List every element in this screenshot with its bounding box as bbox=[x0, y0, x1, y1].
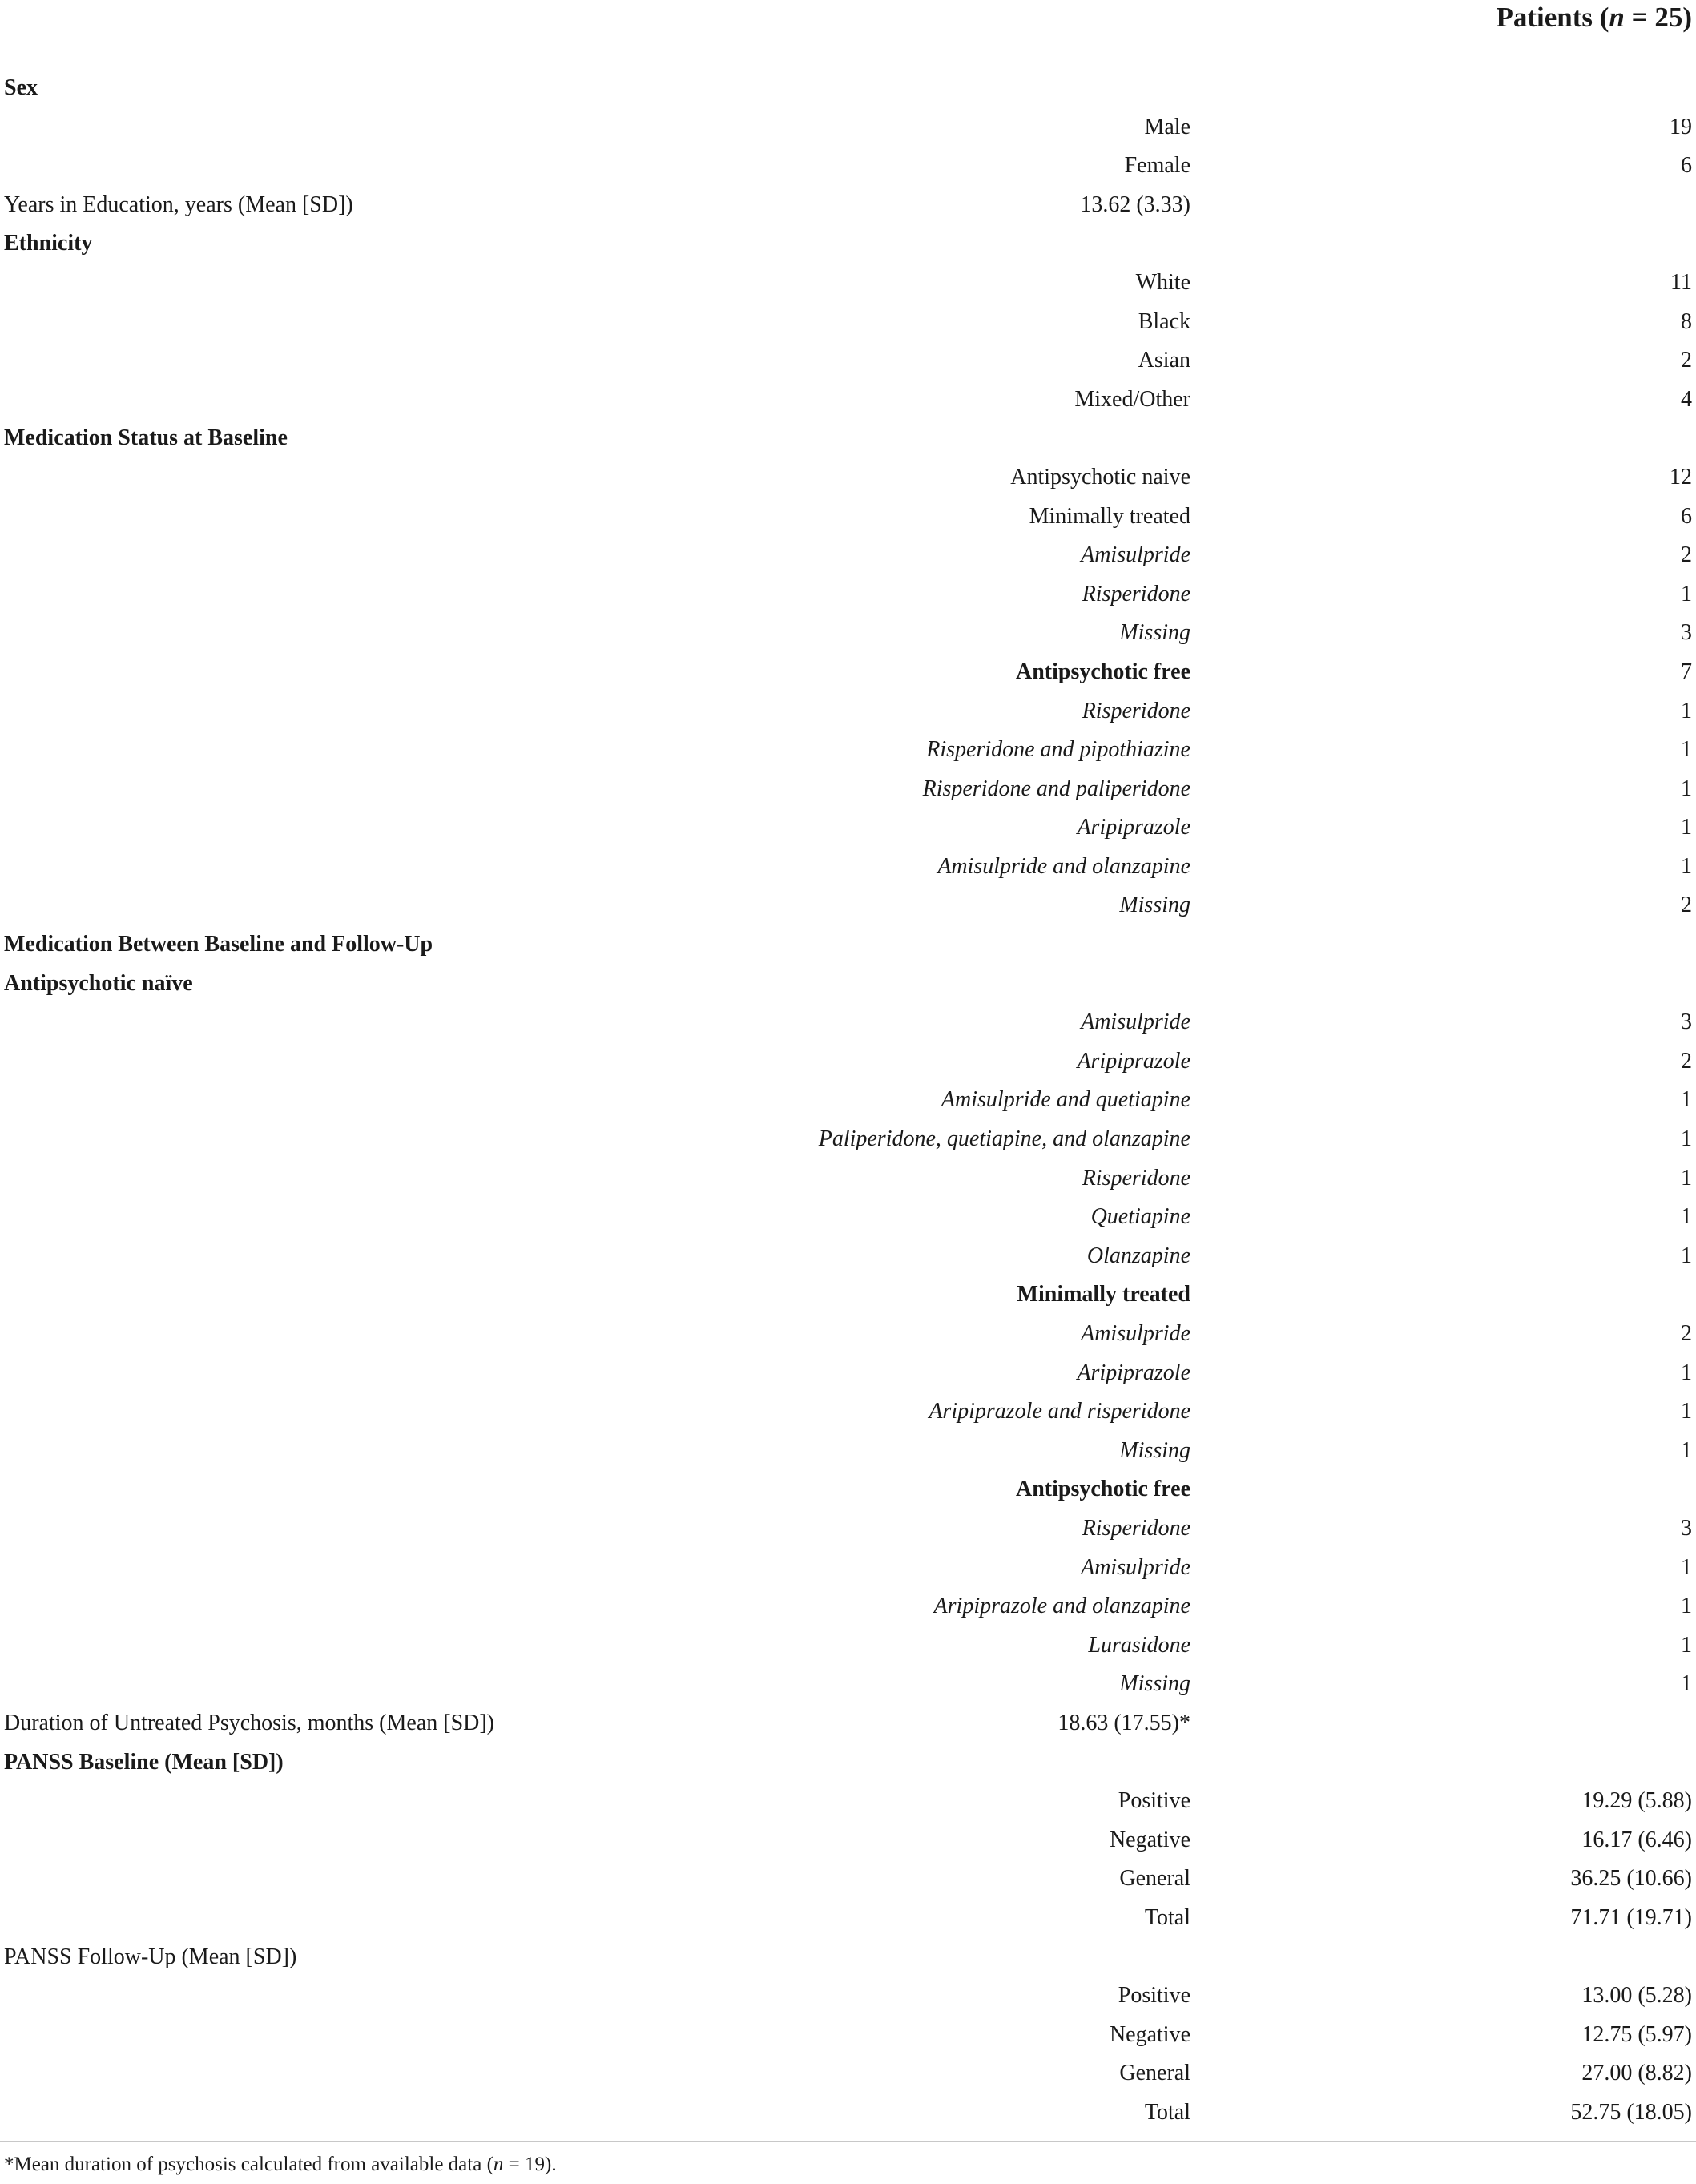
header-n-symbol: n bbox=[1609, 2, 1625, 33]
row-value: 1 bbox=[1681, 815, 1692, 840]
row-value: 8 bbox=[1681, 308, 1692, 334]
row-label: PANSS Follow-Up (Mean [SD]) bbox=[4, 1944, 297, 1969]
row-value: 1 bbox=[1681, 1671, 1692, 1697]
table-row bbox=[0, 1509, 1696, 1549]
row-sublabel: Aripiprazole bbox=[1077, 1048, 1190, 1074]
row-sublabel: Asian bbox=[1138, 348, 1190, 373]
header-title-suffix: = 25) bbox=[1624, 2, 1692, 33]
header-title-prefix: Patients ( bbox=[1496, 2, 1609, 33]
row-value: 12 bbox=[1670, 464, 1692, 490]
row-sublabel: Risperidone bbox=[1082, 581, 1190, 606]
table-row bbox=[0, 108, 1696, 147]
row-label: Duration of Untreated Psychosis, months (Mean [SD]) bbox=[4, 1710, 495, 1735]
table-row bbox=[0, 808, 1696, 848]
row-sublabel: General bbox=[1119, 1866, 1190, 1892]
row-value: 2 bbox=[1681, 1321, 1692, 1346]
row-sublabel: Antipsychotic free bbox=[1016, 659, 1190, 684]
table-row bbox=[0, 614, 1696, 653]
table-row bbox=[0, 2093, 1696, 2133]
row-value: 1 bbox=[1681, 1165, 1692, 1191]
row-value: 52.75 (18.05) bbox=[1570, 2099, 1692, 2125]
table-row bbox=[0, 186, 1696, 225]
row-sublabel: 18.63 (17.55)* bbox=[1057, 1710, 1190, 1735]
row-value: 3 bbox=[1681, 1009, 1692, 1035]
row-value: 2 bbox=[1681, 893, 1692, 918]
row-sublabel: Olanzapine bbox=[1086, 1243, 1190, 1268]
table-row bbox=[0, 1470, 1696, 1509]
table-row bbox=[0, 1120, 1696, 1159]
row-sublabel: Risperidone and pipothiazine bbox=[926, 737, 1190, 763]
row-label: Medication Between Baseline and Follow-Up bbox=[4, 932, 433, 957]
row-sublabel: Antipsychotic free bbox=[1016, 1477, 1190, 1502]
table-row bbox=[0, 419, 1696, 458]
row-sublabel: Antipsychotic naive bbox=[1010, 464, 1190, 490]
table-row bbox=[0, 1782, 1696, 1821]
row-value: 1 bbox=[1681, 776, 1692, 801]
row-value: 1 bbox=[1681, 1437, 1692, 1463]
table-row bbox=[0, 1549, 1696, 1588]
row-sublabel: Total bbox=[1144, 1904, 1190, 1930]
row-value: 1 bbox=[1681, 1594, 1692, 1619]
table-row bbox=[0, 1392, 1696, 1432]
row-value: 1 bbox=[1681, 698, 1692, 723]
table-row bbox=[0, 147, 1696, 186]
footnote-n-symbol: n bbox=[493, 2154, 504, 2175]
row-value: 19.29 (5.88) bbox=[1581, 1788, 1692, 1814]
row-sublabel: Missing bbox=[1119, 620, 1190, 646]
row-value: 36.25 (10.66) bbox=[1570, 1866, 1692, 1892]
row-sublabel: Amisulpride and quetiapine bbox=[941, 1087, 1190, 1113]
table-row bbox=[0, 692, 1696, 731]
row-value: 1 bbox=[1681, 1204, 1692, 1230]
table-row bbox=[0, 2016, 1696, 2055]
row-value: 19 bbox=[1670, 114, 1692, 139]
row-value: 4 bbox=[1681, 386, 1692, 412]
row-sublabel: 13.62 (3.33) bbox=[1080, 191, 1190, 217]
row-value: 6 bbox=[1681, 503, 1692, 529]
row-sublabel: Minimally treated bbox=[1029, 503, 1190, 529]
table-row bbox=[0, 1159, 1696, 1199]
table-row bbox=[0, 848, 1696, 887]
row-label: Sex bbox=[4, 75, 38, 100]
table-row bbox=[0, 1587, 1696, 1626]
table-row bbox=[0, 303, 1696, 342]
row-sublabel: Male bbox=[1144, 114, 1190, 139]
table-bottom-rule bbox=[0, 2141, 1696, 2142]
table-row bbox=[0, 2054, 1696, 2093]
row-label: Antipsychotic naïve bbox=[4, 970, 193, 996]
row-value: 12.75 (5.97) bbox=[1581, 2021, 1692, 2047]
table-row bbox=[0, 1432, 1696, 1471]
table-row bbox=[0, 69, 1696, 108]
row-value: 1 bbox=[1681, 1554, 1692, 1580]
table-row bbox=[0, 341, 1696, 381]
row-sublabel: Missing bbox=[1119, 893, 1190, 918]
table-row bbox=[0, 1081, 1696, 1120]
table-row bbox=[0, 653, 1696, 692]
row-value: 1 bbox=[1681, 1243, 1692, 1268]
table-row bbox=[0, 886, 1696, 925]
row-value: 1 bbox=[1681, 1087, 1692, 1113]
row-label: PANSS Baseline (Mean [SD]) bbox=[4, 1749, 284, 1775]
table-row bbox=[0, 381, 1696, 420]
table-row bbox=[0, 498, 1696, 537]
table-row bbox=[0, 458, 1696, 498]
row-label: Years in Education, years (Mean [SD]) bbox=[4, 191, 353, 217]
row-value: 1 bbox=[1681, 1399, 1692, 1424]
row-sublabel: Total bbox=[1144, 2099, 1190, 2125]
row-value: 1 bbox=[1681, 853, 1692, 879]
table-row bbox=[0, 1354, 1696, 1393]
row-value: 1 bbox=[1681, 737, 1692, 763]
row-value: 1 bbox=[1681, 581, 1692, 606]
table-row bbox=[0, 1237, 1696, 1276]
table-row bbox=[0, 770, 1696, 809]
row-sublabel: Risperidone bbox=[1082, 698, 1190, 723]
row-sublabel: Negative bbox=[1109, 1827, 1190, 1852]
row-sublabel: Aripiprazole bbox=[1077, 1360, 1190, 1385]
row-sublabel: Mixed/Other bbox=[1074, 386, 1190, 412]
table-row bbox=[0, 1275, 1696, 1315]
row-value: 1 bbox=[1681, 1360, 1692, 1385]
row-sublabel: Quetiapine bbox=[1090, 1204, 1190, 1230]
table-row bbox=[0, 1704, 1696, 1743]
row-value: 11 bbox=[1670, 269, 1692, 295]
table-row bbox=[0, 575, 1696, 615]
row-label: Medication Status at Baseline bbox=[4, 425, 288, 451]
row-value: 7 bbox=[1681, 659, 1692, 684]
table-row bbox=[0, 1821, 1696, 1860]
column-header-patients bbox=[1496, 2, 1692, 34]
table-row bbox=[0, 1976, 1696, 2016]
table-footnote bbox=[4, 2154, 557, 2176]
row-sublabel: Female bbox=[1124, 153, 1190, 179]
row-sublabel: Black bbox=[1138, 308, 1190, 334]
table-row bbox=[0, 1042, 1696, 1082]
row-value: 71.71 (19.71) bbox=[1570, 1904, 1692, 1930]
row-sublabel: Negative bbox=[1109, 2021, 1190, 2047]
row-value: 3 bbox=[1681, 1515, 1692, 1541]
table-body bbox=[0, 69, 1696, 2132]
row-value: 13.00 (5.28) bbox=[1581, 1983, 1692, 2009]
table-row bbox=[0, 224, 1696, 264]
row-value: 27.00 (8.82) bbox=[1581, 2061, 1692, 2086]
table-row bbox=[0, 1899, 1696, 1938]
table-row bbox=[0, 1743, 1696, 1783]
row-sublabel: Amisulpride bbox=[1081, 542, 1190, 568]
footnote-suffix: = 19). bbox=[503, 2154, 557, 2175]
table-row bbox=[0, 1938, 1696, 1977]
table-row bbox=[0, 1198, 1696, 1237]
row-sublabel: Minimally treated bbox=[1017, 1282, 1190, 1308]
row-sublabel: Missing bbox=[1119, 1671, 1190, 1697]
table-row bbox=[0, 731, 1696, 770]
table-row bbox=[0, 1860, 1696, 1899]
row-sublabel: Lurasidone bbox=[1088, 1632, 1190, 1658]
row-sublabel: Positive bbox=[1118, 1983, 1190, 2009]
row-value: 1 bbox=[1681, 1632, 1692, 1658]
row-value: 2 bbox=[1681, 1048, 1692, 1074]
row-sublabel: Amisulpride bbox=[1081, 1009, 1190, 1035]
table-row bbox=[0, 536, 1696, 575]
table-row bbox=[0, 1003, 1696, 1042]
row-value: 2 bbox=[1681, 348, 1692, 373]
row-sublabel: Risperidone and paliperidone bbox=[922, 776, 1190, 801]
table-row bbox=[0, 925, 1696, 965]
row-sublabel: General bbox=[1119, 2061, 1190, 2086]
row-sublabel: Missing bbox=[1119, 1437, 1190, 1463]
table-row bbox=[0, 1626, 1696, 1666]
row-sublabel: Amisulpride bbox=[1081, 1321, 1190, 1346]
footnote-prefix: *Mean duration of psychosis calculated from available data ( bbox=[4, 2154, 493, 2175]
table-row bbox=[0, 264, 1696, 303]
row-sublabel: Aripiprazole and risperidone bbox=[929, 1399, 1190, 1424]
row-sublabel: Paliperidone, quetiapine, and olanzapine bbox=[818, 1126, 1190, 1152]
row-sublabel: Risperidone bbox=[1082, 1165, 1190, 1191]
row-label: Ethnicity bbox=[4, 231, 93, 256]
row-value: 2 bbox=[1681, 542, 1692, 568]
row-value: 3 bbox=[1681, 620, 1692, 646]
table-row bbox=[0, 1665, 1696, 1704]
row-value: 1 bbox=[1681, 1126, 1692, 1152]
row-sublabel: Aripiprazole and olanzapine bbox=[933, 1594, 1190, 1619]
row-sublabel: White bbox=[1135, 269, 1190, 295]
row-sublabel: Aripiprazole bbox=[1077, 815, 1190, 840]
row-value: 6 bbox=[1681, 153, 1692, 179]
table-row bbox=[0, 1315, 1696, 1354]
table-header bbox=[0, 0, 1696, 50]
row-sublabel: Risperidone bbox=[1082, 1515, 1190, 1541]
row-sublabel: Positive bbox=[1118, 1788, 1190, 1814]
row-sublabel: Amisulpride bbox=[1081, 1554, 1190, 1580]
table-row bbox=[0, 965, 1696, 1004]
row-sublabel: Amisulpride and olanzapine bbox=[937, 853, 1190, 879]
row-value: 16.17 (6.46) bbox=[1581, 1827, 1692, 1852]
